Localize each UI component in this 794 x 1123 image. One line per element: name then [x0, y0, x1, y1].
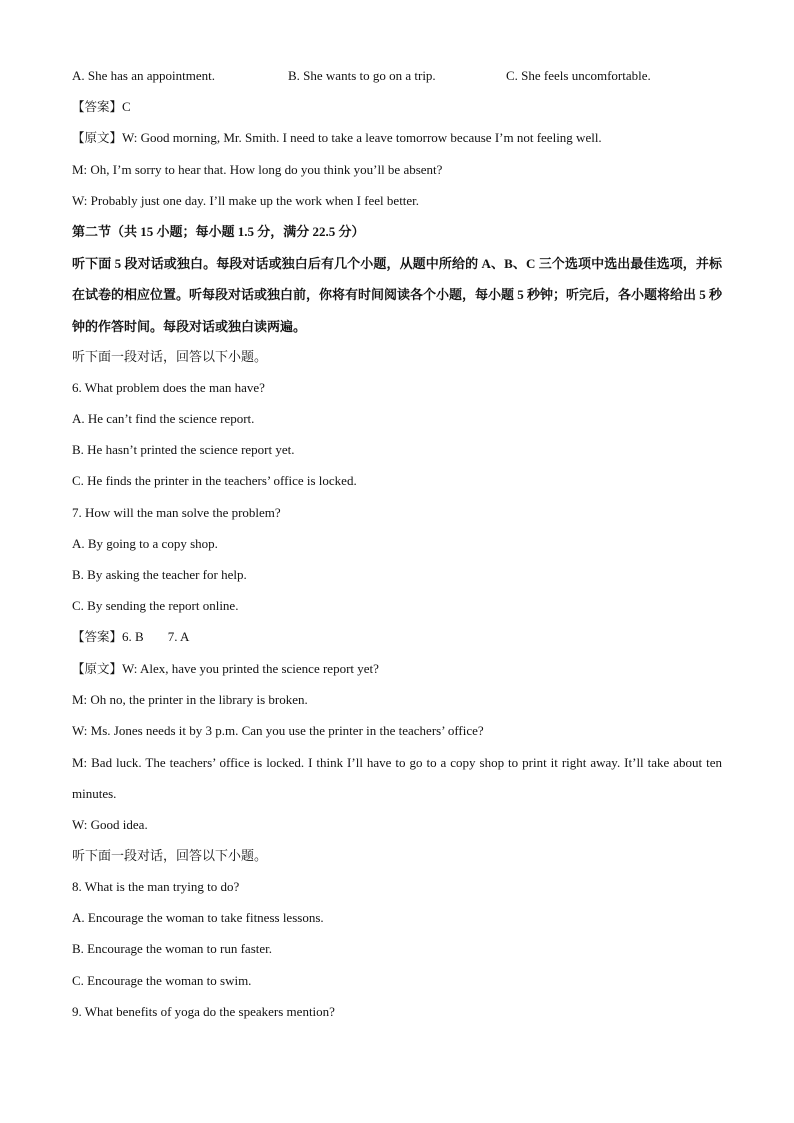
- q8-option-c: C. Encourage the woman to swim.: [72, 972, 252, 988]
- q5-transcript-line-3: W: Probably just one day. I’ll make up the work when I feel better.: [72, 192, 420, 208]
- transcript-tag: 【原文】: [72, 130, 123, 146]
- answer-q6: 6. B: [122, 629, 144, 645]
- q7-stem: 7. How will the man solve the problem?: [72, 504, 281, 520]
- q6-option-b: B. He hasn’t printed the science report yet.: [72, 442, 295, 458]
- section-heading: 第二节（共 15 小题；每小题 1.5 分，满分 22.5 分）: [72, 223, 365, 239]
- q8-stem: 8. What is the man trying to do?: [72, 878, 240, 894]
- q6-option-c: C. He finds the printer in the teachers’ office is locked.: [72, 473, 357, 489]
- q8-option-b: B. Encourage the woman to run faster.: [72, 941, 272, 957]
- transcript-text: W: Alex, have you printed the science report yet?: [122, 660, 379, 676]
- group1-transcript-line-2: M: Oh no, the printer in the library is broken.: [72, 691, 308, 707]
- q5-options: [72, 66, 722, 97]
- q6-stem: 6. What problem does the man have?: [72, 379, 265, 395]
- group1-transcript-line-4: M: Bad luck. The teachers’ office is locked. I think I’ll have to go to a copy shop to print it right away. It’ll take about ten minutes.: [72, 755, 722, 802]
- group1-transcript-line-5: W: Good idea.: [72, 816, 148, 832]
- group1-answer: [72, 627, 722, 658]
- q5-option-a: A. She has an appointment.: [72, 68, 215, 83]
- group2-prompt: 听下面一段对话，回答以下小题。: [72, 847, 268, 863]
- group1-prompt: 听下面一段对话，回答以下小题。: [72, 348, 268, 364]
- q5-option-b: B. She wants to go on a trip.: [288, 68, 436, 83]
- group1-transcript-line-1: [72, 659, 722, 690]
- q5-transcript-line-1: [72, 128, 722, 159]
- q7-option-c: C. By sending the report online.: [72, 598, 239, 614]
- answer-q7: 7. A: [167, 629, 190, 645]
- exam-page: [72, 66, 722, 1033]
- q5-transcript-line-2: M: Oh, I’m sorry to hear that. How long do you think you’ll be absent?: [72, 161, 443, 177]
- q5-option-c: C. She feels uncomfortable.: [506, 68, 651, 83]
- q9-stem: 9. What benefits of yoga do the speakers mention?: [72, 1003, 335, 1019]
- section-instructions: 听下面 5 段对话或独白。每段对话或独白后有几个小题，从题中所给的 A、B、C 三个选项中选出最佳选项，并标在试卷的相应位置。听每段对话或独白前，你将有时间阅读各个小题，每小题 5 秒钟；听完后，各小题将给出 5 秒钟的作答时间。每段对话或独白读两遍。: [72, 256, 723, 334]
- group1-transcript-line-3: W: Ms. Jones needs it by 3 p.m. Can you use the printer in the teachers’ office?: [72, 722, 484, 738]
- q7-option-b: B. By asking the teacher for help.: [72, 567, 247, 583]
- q6-option-a: A. He can’t find the science report.: [72, 411, 255, 427]
- q8-option-a: A. Encourage the woman to take fitness lessons.: [72, 910, 324, 926]
- q5-answer: [72, 97, 722, 128]
- answer-tag: 【答案】: [72, 99, 123, 115]
- answer-tag: 【答案】: [72, 629, 123, 645]
- transcript-tag: 【原文】: [72, 660, 123, 676]
- transcript-text: W: Good morning, Mr. Smith. I need to take a leave tomorrow because I’m not feeling well.: [122, 130, 602, 146]
- answer-value: C: [122, 99, 131, 115]
- q7-option-a: A. By going to a copy shop.: [72, 535, 218, 551]
